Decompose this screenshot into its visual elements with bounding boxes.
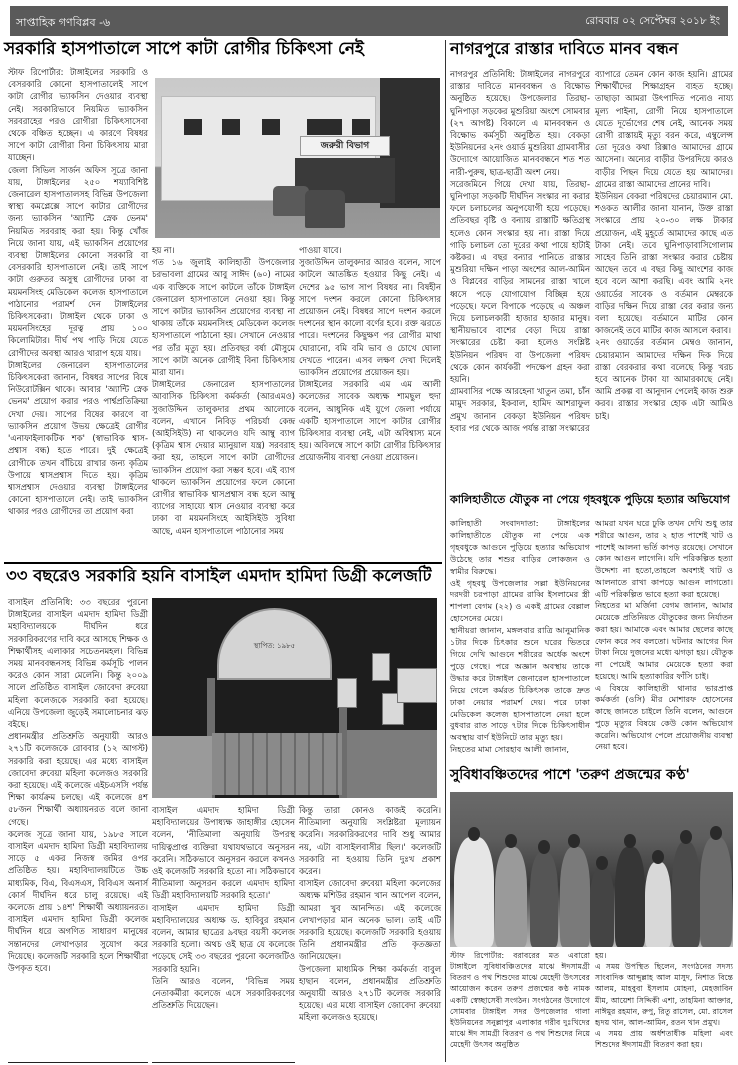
college-headline: ৩৩ বছরেও সরকারি হয়নি বাসাইল এমদাদ হামিদা ডিগ্রী কলেজটি <box>6 566 432 585</box>
paragraph: এ সময় প্রায় অর্ধশতাধীক মহিলা এবং শিশুদের ঈদসামগ্রী বিতরণ করা হয়। <box>595 1029 733 1050</box>
paragraph: স্টাফ রিপোর্টার: বরাবরের মত এবারো টাঙ্গাইলে সুবিধাবঞ্চিতদের মাঝে ঈদসামগ্রী বিতরণ ও পথ শিশুদের মাঝে মেহেদী উৎসবের আয়োজন করেন তরুণ প্রজন্মের কণ্ঠ নামক একটি স্বেচ্ছাসেবী সংগঠন। সংগঠনের উদ্যোগে সোমবার টাঙ্গাইল সদর উপজেলার গালা ইউনিয়নের সনুল্লাপুর এলাকার গরীব দুঃখিদের মাঝে ঈদ সামগ্রী বিতরণ ও পথ শিশুদের নিয়ে মেহেদী উৎসব অনুষ্ঠিত <box>450 951 590 1050</box>
paragraph: কলেজ সূত্রে জানা যায়, ১৯৮৫ সালে বাসাইল এমদাদ হামিদা ডিগ্রী মহাবিদ্যালয় সাড়ে ৫ একর নিজস্ব জমির ওপর প্রতিষ্ঠিত হয়। মহাবিদ্যালয়টিতে উচ্চ মাধ্যমিক, বিএ, বিএসএস, বিবিএস অনার্স কোর্স দীর্ঘদিন ধরে চালু রয়েছে। এই কলেজে প্রায় ১৪শ' শিক্ষার্থী অধ্যায়নরত। বাসাইল এমদাদ হামিদা ডিগ্রী কলেজ দীর্ঘদিন ধরে অগণিত সাধারণ মানুষের সন্তানদের লেখাপড়ার সুযোগ করে দিয়েছে। কলেজটি সরকারি হলে শিক্ষার্থীরা উপকৃত হবে। <box>8 828 148 974</box>
paragraph: গ্রামবাসির পক্ষে আরহেনা খাতুন তমা, চাঁন মামুদ সরকার, ইকবাল, হামিদ আশরাফুল প্রমুখ জানান বেকড়া ইউনিয়ন পরিষদ হবার পর থেকে আজ পর্যন্ত রাস্তা সংস্কারের <box>450 386 590 433</box>
college-column-3 <box>299 804 441 1024</box>
paragraph: বাসাইল এমদাদ হামিদা ডিগ্রী মহাবিদ্যালয়ের উপাধ্যক্ষ জাহাঙ্গীর হোসেন বলেন, 'নীতিমালা অনুযায়ি উপরস্থ দায়িত্বপ্রাপ্ত ব্যক্তিরা যথাযথভাবে অনুসরন করেনি। সঠিকভাবে অনুসরন করলে কখনও ওই কলেজটি সরকারি হতো না। সঠিকভাবে নীতিমালা অনুসরন করলে এমদাদ হামিদা ডিগ্রী মহাবিদ্যালয়টি সরকারি হতো।' <box>152 805 295 901</box>
paragraph: বাসাইল জোবেদা রুবেয়া মহিলা কলেজের অধ্যক্ষ মশিউর রহমান খান আপেল বলেন, আমরা খুব আনন্দিত। এই কলেজে লেখাপড়ার মান অনেক ভাল। তাই এটি সরকারি হয়েছে। কলেজটি সরকারি হওয়ায় তিনি প্রধানমন্ত্রীর প্রতি কৃতজ্ঞতা জানিয়েছেন। <box>299 878 441 962</box>
section-divider <box>4 562 442 564</box>
paragraph: হয় না। <box>152 245 175 255</box>
paragraph: তিনি আরও বলেন, 'বিভিন্ন সময় নেতাকর্মীরা কলেজে এসে সরকারিকরণের প্রতিশ্রুতি দিয়েছেন। <box>152 975 295 1011</box>
paragraph: কিন্তু তারা কোনও কাজই করেনি। নীতিমালা অনুযায়ি সংশ্লিষ্টরা মূল্যায়ন করেনি। সরকারিকরণের দাবি শুধু আমার নয়, এটা বাসাইলবাসীর ছিল।' কলেজটি সরকারি না হওয়ায় তিনি দুঃখ প্রকাশ করেন। <box>299 805 441 877</box>
paragraph: ওই গৃহবধু উপজেলার সল্লা ইউনিয়নের দরদরী চরপাড়া গ্রামের রাব্বি ইসলামের স্ত্রী শাপলা বেগম (২২) ও একই গ্রামের বেল্লাল হোসেনের মেয়ে। <box>450 577 590 624</box>
human-chain-column-1 <box>450 68 590 434</box>
paragraph: উপজেলা মাধ্যমিক শিক্ষা কর্মকর্তা বাবুল হাছান বলেন, প্রধানমন্ত্রীর প্রতিশ্রুতি অনুযায়ী আরও ২৭১টি কলেজ সরকারি হয়েছে। এর মধ্যে বাসাইল জোবেদা রুবেয়া মহিলা কলেজও হয়েছে। <box>299 963 441 1023</box>
paragraph: ২নং ওয়ার্ডের বর্তমান মেম্বও জানান, চেয়ারম্যান আমাদের দক্ষিন দিক দিয়ে রাস্তা বেরকরার কথা বলেছে কিন্তু খরচ হবে আনেক টাকা যা আমারকাছে নেই। আমি প্রকল্প বা আনুদান পেলেই কাজ শুরু করব। রাস্তার সংস্কার হোক এটা আমিও চাই। <box>595 337 733 421</box>
dowry-headline: কালিহাতীতে যৌতুক না পেয়ে গৃহবধুকে পুড়িয়ে হত্যার অভিযোগ <box>450 493 730 506</box>
gate-arch-sign: স্থাপিত: ১৯৮৫ <box>217 608 332 680</box>
youth-voice-column-2 <box>595 950 733 1050</box>
paragraph: ব্যাপারে তেমন কোন কাজ হয়নি। গ্রামের শিক্ষার্থীদের শিক্ষাগ্রহন ব্যহত হচ্ছে। তাছাড়া আমরা উৎপাদিত পন্যেও নায্য মূল্য পাইনা, রোগী নিয়ে হাসপাতালে যেতে দূর্ভোগের শেষ নেই, আনেক সময় রোগী রাস্তায়ই মৃত্যু বরন করে, এম্বুলেন্স তো দূরেও কথা রিক্সাও আমাদের গ্রামে আসেনা। অন্যের বাড়ীর উপরদিয়ে কারও বাড়ীর পিছন দিয়ে যেতে হয় আমাদের। গ্রামের রাস্তা আমাদের প্রানের দাবি। <box>595 69 733 189</box>
dowry-column-2 <box>595 518 733 753</box>
paragraph: টাঙ্গাইলের জেনারেল হাসপাতালের আবাসিক চিকিৎসা কর্মকর্তা (আরএমও) সুজাউদ্দিন তালুকদার প্রথম আলোকে বলেন, এখানে নিবিড় পরিচর্যা কেন্দ্র (আইসিইউ) না থাকলেও যদি আম্বু ব্যাগ (কৃত্রিম শ্বাস দেয়ার ম্যানুয়াল যন্ত্র) সরবরাহ করা হয়, তাহলে সাপে কাটা রোগীদের ভ্যাকসিন প্রয়োগ করা সম্ভব হবে। এই ব্যাগ থাকলে ভ্যাকসিন প্রয়োগের ফলে কোনো রোগীর স্বাভাবিক শ্বাসপ্রশ্বাস বন্ধ হলে আম্বু ব্যাগের সাহায্যে শ্বাস নেওয়ার ব্যবস্থা করে ঢাকা বা ময়মনসিংহে আইসিইউ সুবিধা আছে, এমন হাসপাতালে পাঠানোর সময় <box>152 379 295 536</box>
human-chain-column-2 <box>595 68 733 422</box>
paragraph: নাগরপুর প্রতিনিধি: টাঙ্গাইলের নাগরপুরে রাস্তার দাবিতে মানববন্ধন ও বিক্ষোভ অনুষ্ঠিত হয়েছে। উপজেলার তিরছা-ঘুনিপাড়া সড়কের মুশুরিয়া অংশে সোমবার (২৭ আগষ্ট) বিকালে এ মানববন্ধন ও বিক্ষোভ কর্মসূচী অনুষ্ঠিত হয়। বেকড়া ইউনিয়নের ২নং ওয়ার্ড মুশুরিয়া গ্রামবাসীর উদ্যোগে আয়োজিত মানববন্ধনে শত শত নারী-পুরুষ, ছাত্র-ছাত্রী অংশ নেয়। <box>450 69 590 177</box>
paragraph: এ সময় উপস্থিত ছিলেন, সংগঠনের সদস্য সাংবাদিক আব্দুল্লাহ আল মাসুদ, নিশাত বিন্তে আলম, মাহবুবা ইসলাম মোহনা, মেহজাবিন মীম, আয়েশা সিদ্দিকী এশা, তাহমিনা আক্তার, নাঈমুর রহমান, রুপু, রিতু রাসেল, মো. রাসেল হৃদয় খান, আল-আমিন, রতন খান প্রমুখ। <box>595 962 733 1027</box>
college-column-2 <box>152 804 295 1011</box>
paragraph: নিহতের মা মর্জিনা বেগম জানান, আমার মেয়েকে প্রতিনিয়ত যৌতুকের জন্য নির্যাতন করা হয়। আমাকে এবং আমার ছেলের কাছে ফোন করে সব বলতো। ঘটনার আগের দিন টাকা নিয়ে দুজনের মধ্যে ঝগড়া হয়। যৌতুক না পেয়েই আমার মেয়েকে হত্যা করা হয়েছে। আমি হত্যাকারির ফাঁসি চাই। <box>595 600 733 681</box>
auto-rickshaw <box>305 190 345 228</box>
college-gate-photo <box>152 598 437 798</box>
paragraph: পাওয়া যাবে। <box>299 245 342 255</box>
dowry-column-1 <box>450 518 590 756</box>
paragraph: স্টাফ রিপোর্টার: টাঙ্গাইলের সরকারি ও বেসরকারি কোনো হাসপাতালেই সাপে কাটা রোগীর ভ্যাকসিন দেওয়ার ব্যবস্থা নেই। সরকারিভাবে নিয়মিত ভ্যাকসিন সরবরাহের পরও রোগীরা চিকিৎসাসেবা থেকে বঞ্চিত হচ্ছেন। এ কারণে বিষধর সাপে কাটা রোগীরা বিনা চিকিৎসায় মারা যাচ্ছেন। <box>8 67 148 163</box>
youth-voice-headline: সুবিধাবঞ্চিতদের পাশে 'তরুণ প্রজন্মের কণ্ঠ' <box>450 767 690 783</box>
paragraph: সরেজমিনে গিয়ে দেখা যায়, তিরছা-ঘুনিপাড়া সড়কটি দীর্ঘদিন সংস্কার না করার ফলে চলাচলের অনুপযোগী হয়ে পড়েছে। প্রতিবছর বৃষ্টি ও বন্যায় রাস্তাটি ক্ষতিগ্রস্থ হলেও কোন সংস্কার হয় না। রাস্তা দিয়ে গাড়ি চলাচল তো দূরের কথা পায়ে হাটাই কষ্টকর। এ বছর বন্যার পানিতে রাস্তার মুশুরিয়া দক্ষিন পাড়া অংশের আল-আমিন ও বিপ্লবের বাড়ির সামনের রাস্তা খালে ধ্বসে পড়ে যোগাযোগ বিচ্ছিন্ন হয়ে পড়েছে। ফলে বিপাকে পড়েছে এ অঞ্চল দিয়ে চলাচলকারী হাজার হাজার মানুষ। স্থানীয়ভাবে বাশের বেড়া দিয়ে রাস্তা সংস্কারের চেষ্টা করা হলেও সংশ্লিষ্ট ইউনিয়ন পরিষদ বা উপজেলা পরিষদ থেকে কোন কার্যকরী পদক্ষেপ গ্রহন করা হয়নি। <box>450 178 590 385</box>
hospital-photo <box>155 78 440 238</box>
column-divider <box>445 40 446 1062</box>
college-gate <box>212 733 342 795</box>
snakebite-column-2 <box>152 244 295 537</box>
snakebite-headline: সরকারি হাসপাতালে সাপে কাটা রোগীর চিকিৎসা নেই <box>4 39 364 59</box>
paragraph: এ বিষয়ে কালিহাতী থানার ভারপ্রাপ্ত কর্মকর্তা (ওসি) মীর মোশারফ হোসেনের কাছে জানতে চাইলে তিনি বলেন, আগুনে পুড়ে মৃত্যুর বিষয়ে কেউ কোন অভিযোগ করেনি। অভিযোগ পেলে প্রয়োজনীয় ব্যবস্থা নেয়া হবে। <box>595 682 733 752</box>
column-end-rule <box>8 1062 148 1063</box>
issue-date: রোববার ০২ সেপ্টেম্বর ২০১৮ ইং <box>585 15 720 27</box>
column-end-rule <box>152 1062 295 1063</box>
paragraph: সুজাউদ্দিন তালুকদার আরও বলেন, সাপে কাটলে আতঙ্কিত হওয়ার কিছু নেই। এ দেশের ৯৫ ভাগ সাপ বিষধর না। বিষহীন সাপে দংশন করলে কোনো চিকিৎসার প্রয়োজন নেই। বিষধর সাপে দংশন করলে দংশনের স্থান কালো বর্ণের হবে। রক্ত ঝরতে পারে। দংশনের কিছুক্ষণ পর রোগীর মাথা ঘোরানো, বমি বমি ভাব ও চোখে ঘোলা দেখতে পারেন। এসব লক্ষণ দেখা দিলেই ভ্যাকসিন প্রয়োগের প্রয়োজন হয়। <box>299 257 441 378</box>
auto-rickshaw <box>273 186 309 216</box>
snakebite-column-1 <box>8 66 148 518</box>
paragraph: আমরা যখন ঘরে ঢুকি তখন দেখি শুধু তার শরীরে আগুন, তার ২ হাত পাশেই খাট ও পাশেই আলনা ভর্তি কাপড় রয়েছে। সেখানে কোন আগুন লাগেনি। যদি পরিকল্পিত হত্যা উদ্দেশ্য না হতো,তাহলে অবশ্যই খাট ও আলনাতে রাখা কাপড়ে আগুন লাগতো। এটি পরিকল্পিত ভাবে হত্যা করা হয়েছে। <box>595 518 733 599</box>
paragraph: নিহতের মামা সোরহাব আলী জানান, <box>450 744 570 755</box>
paragraph: টাঙ্গাইলের সরকারি এম এম আলী কলেজের সাবেক অধ্যক্ষ শামছুল হুদা বলেন, আধুনিক এই যুগে জেলা পর্যায়ে একটি হাসপাতালে সাপে কাটার রোগীর চিকিৎসার ব্যবস্থা নেই, এটা অবিশ্বাস্য মনে হয়। অবিলম্বে সাপে কাটা রোগীর চিকিৎসার প্রয়োজনীয় ব্যবস্থা নেওয়া প্রয়োজন। <box>299 379 441 463</box>
paragraph: বাসাইল এমদাদ হামিদা ডিগ্রী মহাবিদ্যালয়ের অধ্যক্ষ ড. হাবিবুর রহমান বলেন, আমার ছাত্রের ৯বছর বয়সী কলেজ সরকারি হলো। অথচ ওই ছাত্র যে কলেজে পড়েছে সেই ৩৩ বছরের পুরনো কলেজটিও সরকারি হয়নি। <box>152 902 295 974</box>
college-column-1 <box>8 596 148 974</box>
group-photo <box>450 792 733 947</box>
paragraph: কালিহাতী সংবাদদাতা: টাঙ্গাইলের কালিহাতীতে যৌতুক না পেয়ে এক গৃহবধুকে আগুনে পুড়িয়ে হত্যার অভিযোগ উঠেছে তার শশুর বাড়ির লোকজন ও স্বামীর বিরুদ্ধে। <box>450 518 590 576</box>
paragraph: বাসাইল প্রতিনিধি: ৩৩ বছরের পুরনো টাঙ্গাইলের বাসাইল এমদাদ হামিদা ডিগ্রী মহাবিদ্যালয়কে দীর্ঘদিন ধরে সরকারিকরণের দাবি করে আসছে শিক্ষক ও শিক্ষার্থীসহ এলাকার সচেতনমহল। বিভিন্ন সময় মানববন্ধনসহ বিভিন্ন কর্মসূচি পালন করেও কোন সারা মেলেনি। কিন্তু ২০০৯ সালে প্রতিষ্ঠিত বাসাইল জোবেদা রুবেয়া মহিলা কলেজকে সরকারি করা হয়েছে। এনিয়ে উপজেলা জুড়েই সমালোচনার ঝড় বইছে। <box>8 597 148 730</box>
human-chain-headline: নাগরপুরে রাস্তার দাবিতে মানব বন্ধন <box>450 39 679 58</box>
paragraph: টাঙ্গাইলের জেনারেল হাসপাতালের চিকিৎসকেরা জানান, বিষধর সাপের বিষে নিউরোটক্সিন থাকে। আবার 'অ্যান্টি স্নেক ভেনম' প্রয়োগ করার পরও পার্শ্বপ্রতিক্রিয়া দেখা দেয়। সাপের বিষের কারণে বা ভ্যাকসিন প্রয়োগ উভয় ক্ষেত্রেই রোগীর 'এনাফাইলাকটিক শক' (স্বাভাবিক শ্বাস-প্রশ্বাস বন্ধ) হতে পারে। দুই ক্ষেত্রেই রোগীকে তখন বাঁচিয়ে রাখার জন্য কৃত্রিম উপায়ে শ্বাসপ্রশ্বাস দিতে হয়। কৃত্রিম শ্বাসপ্রশ্বাস দেওয়ার ব্যবস্থা টাঙ্গাইলের কোনো হাসপাতালে নেই। তাই ভ্যাকসিন থাকার পরও রোগীদের তা প্রয়োগ করা <box>8 359 148 517</box>
paragraph: প্রধানমন্ত্রীর প্রতিশ্রুতি অনুযায়ী আরও ২৭১টি কলেজকে রোববার (১২ আগস্ট) সরকারি করা হয়েছে। এর মধ্যে বাসাইল জোবেদা রুবেয়া মহিলা কলেজও সরকারি করা হয়েছে। এই কলেজে এইচএসসি পর্যন্ত শিক্ষা কার্যক্রম চলছে। এই কলেজে ৪শ ৫৮জন শিক্ষার্থী অধ্যায়নরত বলে জানা গেছে। <box>8 731 148 827</box>
paragraph: ইউনিয়ন বেকরা পরিষদের চেয়ারম্যান মো. শওকত আলীর জানা যানান, উক্ত রাস্তা সংস্কারে প্রায় ২০-৩০ লক্ষ টাকার প্রয়োজন, এই মুহূর্তে আমাদের কাছে এত টাকা নেই। তবে ঘুনিপাড়াবাসিগোলাম সাহেব তিনি রাস্তা সংস্কার করার চেষ্টায় আছেন তবে এ বছর কিছু আংশের কাজ হবে বলে আশা করছি। এবং আমি ২নং ওয়ার্ডের সাবেক ও বর্তমান মেম্বরকে বাড়ির দক্ষিন দিয়ে রাস্তা বের করার জন্য বলা হয়েছে। বর্তমানে মাটির কোন কাজনেই তবে মাটির কাজ আসলে করাব। <box>595 191 733 336</box>
snakebite-column-3 <box>299 244 441 464</box>
emergency-sign: জরুরী বিভাগ <box>300 136 390 156</box>
youth-voice-column-1 <box>450 950 590 1050</box>
paragraph: স্থানীয়রা জানান, মঙ্গলবার রাত্রি আনুমানিক ১টার দিকে চিৎকার শুনে ঘরের ভিতরে গিয়ে দেখি আগুনে শরীরের অর্ধেক অংশে পুড়ে গেছে। পরে অজ্ঞান অবস্থায় তাকে উদ্ধার করে টাঙ্গাইল জেনারেল হাসপাতালে নিয়ে গেলে কর্মরত চিকিৎসক তাকে দ্রুত ঢাকা নেয়ার পরামর্শ দেয়। পরে ঢাকা মেডিকেল কলেজ হাসপাতালে নেয়া হলে বুধবার রাত সাড়ে ৭টার দিকে চিকিৎসাধীন অবস্থায় বার্ণ ইউনিটে তার মৃত্যু হয়। <box>450 625 590 743</box>
paragraph: গত ১৬ জুলাই কালিহাতী উপজেলার চরভাবলা গ্রামের আবু সাঈদ (৬০) নামের এক ব্যক্তিকে সাপে কাটলে তাঁকে টাঙ্গাইল জেনারেল হাসপাতালে নেওয়া হয়। কিন্তু সাপে কাটার ভ্যাকসিন প্রয়োগের ব্যবস্থা না থাকায় তাঁকে ময়মনসিংহ মেডিকেল কলেজ হাসপাতালে পাঠানো হয়। সেখানে নেওয়ার পর তাঁর মৃত্যু হয়। প্রতিবছর বর্ষা মৌসুমে সাপে কাটা অনেক রোগীই বিনা চিকিৎসায় মারা যান। <box>152 257 295 378</box>
publication-name: সাপ্তাহিক গণবিপ্লব -৬ <box>16 16 111 29</box>
paragraph: হয়। <box>595 951 607 960</box>
page-header-bar <box>10 6 728 36</box>
paragraph: জেলা সিভিল সার্জন অফিস সূত্রে জানা যায়, টাঙ্গাইলের ২৫০ শয্যাবিশিষ্ট জেনারেল হাসপাতালসহ বিভিন্ন উপজেলা স্বাস্থ্য কমপ্লেক্সে সাপে কাটার রোগীদের জন্য ভ্যাকসিন 'অ্যান্টি স্নেক ভেনম' নিয়মিত সরবরাহ করা হয়। কিন্তু খোঁজ নিয়ে জানা যায়, এই ভ্যাকসিন প্রয়োগের ব্যবস্থা টাঙ্গাইলের কোনো সরকারি বা বেসরকারি হাসপাতালে নেই। তাই সাপে কাটা গুরুতর অসুস্থ রোগীদের ঢাকা বা ময়মনসিংহ মেডিকেল কলেজ হাসপাতালে পাঠানোর পরামর্শ দেন টাঙ্গাইলের চিকিৎসকেরা। টাঙ্গাইল থেকে ঢাকা ও ময়মনসিংহের দূরত্ব প্রায় ১০০ কিলোমিটার। দীর্ঘ পথ পাড়ি দিয়ে যেতে রোগীদের অবস্থা আরও খারাপ হয়ে যায়। <box>8 164 148 358</box>
